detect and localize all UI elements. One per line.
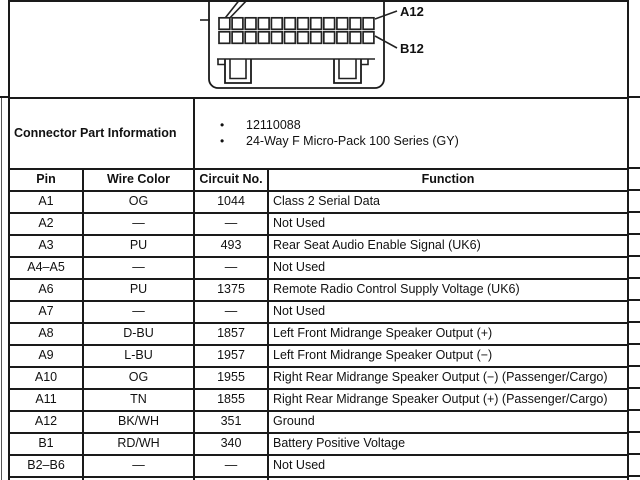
cell-wire-color: D-BU [83,323,194,345]
row-border-bleed [627,409,640,411]
cell-wire-color: OG [83,367,194,389]
table-row [9,279,628,301]
table-row [9,345,628,367]
cell-pin: B2–B6 [9,455,83,477]
cell-circuit-no: 1857 [194,323,268,345]
row-border-bleed [627,233,640,235]
row-border-bleed [627,167,640,169]
connector-figure-row [9,1,628,98]
row-border-bleed [627,475,640,477]
cell-function: Ground [268,411,628,433]
table-row [9,301,628,323]
row-border-bleed [627,343,640,345]
connector-series: 24-Way F Micro-Pack 100 Series (GY) [246,133,459,148]
table-row [9,235,628,257]
part-info-value [194,98,628,169]
cell-pin: A8 [9,323,83,345]
cell-wire-color: RD/WH [83,433,194,455]
latch-left [218,59,251,83]
cell-function: Not Used [268,455,628,477]
cell-wire-color: — [83,301,194,323]
connector-figure-cell [9,1,628,98]
connector-shell [209,2,384,88]
part-number: 12110088 [246,117,301,132]
row-border-bleed [0,96,8,98]
cell-pin: A11 [9,389,83,411]
row-border-bleed [627,431,640,433]
column-header-wire-color: Wire Color [83,169,194,191]
cell-pin: A1 [9,191,83,213]
column-header-circuit-no: Circuit No. [194,169,268,191]
row-border-bleed [627,453,640,455]
cell-function: Class 2 Serial Data [268,191,628,213]
cell-circuit-no: 340 [194,433,268,455]
part-info-label: Connector Part Information [9,98,194,169]
leader-line-b12 [375,36,397,48]
cell-wire-color: BK/WH [83,411,194,433]
row-border-bleed [627,255,640,257]
cell-pin: A3 [9,235,83,257]
outer-cell-border-line [1,97,2,480]
row-border-bleed [627,365,640,367]
list-item [220,119,623,133]
table-row [9,257,628,279]
cell-circuit-no: — [194,301,268,323]
latch-right [334,59,368,83]
cell-wire-color: PU [83,279,194,301]
list-item [220,135,623,149]
row-border-bleed [627,189,640,191]
cell-circuit-no: 1955 [194,367,268,389]
pin-label-b12: B12 [400,41,424,56]
column-header-function: Function [268,169,628,191]
cell-circuit-no: 1375 [194,279,268,301]
cell-wire-color: PU [83,235,194,257]
connector-diagram [14,2,628,97]
bullet-icon: • [220,133,225,148]
bullet-icon: • [220,117,225,132]
leader-line-a12 [375,11,397,19]
cell-function: Right Rear Midrange Speaker Output (+) (Passenger/Cargo) [268,389,628,411]
table-row [9,213,628,235]
row-border-bleed [627,277,640,279]
cell-function: Not Used [268,213,628,235]
cell-pin: A7 [9,301,83,323]
cell-circuit-no: 351 [194,411,268,433]
cell-wire-color: — [83,213,194,235]
cell-pin: A4–A5 [9,257,83,279]
cell-wire-color: — [83,257,194,279]
cell-function: Right Rear Midrange Speaker Output (−) (Passenger/Cargo) [268,367,628,389]
row-border-bleed [627,96,640,98]
pinout-table [8,0,629,480]
table-row [9,323,628,345]
cell-wire-color: L-BU [83,345,194,367]
connector-pins [219,18,374,44]
cell-circuit-no: 1855 [194,389,268,411]
row-border-bleed [627,211,640,213]
cell-wire-color: — [83,455,194,477]
table-row [9,433,628,455]
cell-function: Left Front Midrange Speaker Output (−) [268,345,628,367]
cell-function: Remote Radio Control Supply Voltage (UK6) [268,279,628,301]
part-info-row [9,98,628,169]
header-row [9,169,628,191]
cell-wire-color: OG [83,191,194,213]
cell-pin: A2 [9,213,83,235]
table-row [9,389,628,411]
cell-function: Not Used [268,257,628,279]
cell-function: Not Used [268,301,628,323]
part-info-list [199,119,623,149]
row-border-bleed [627,387,640,389]
cell-pin: A9 [9,345,83,367]
table-row [9,191,628,213]
table-row [9,367,628,389]
pin-label-a12: A12 [400,4,424,19]
cell-function: Rear Seat Audio Enable Signal (UK6) [268,235,628,257]
cell-circuit-no: 493 [194,235,268,257]
cell-circuit-no: — [194,455,268,477]
cell-pin: A10 [9,367,83,389]
column-header-pin: Pin [9,169,83,191]
cell-pin: A6 [9,279,83,301]
cell-circuit-no: 1044 [194,191,268,213]
cell-circuit-no: — [194,257,268,279]
table-row [9,411,628,433]
cell-pin: A12 [9,411,83,433]
cell-wire-color: TN [83,389,194,411]
cell-function: Battery Positive Voltage [268,433,628,455]
cell-pin: B1 [9,433,83,455]
cell-function: Left Front Midrange Speaker Output (+) [268,323,628,345]
cell-circuit-no: 1957 [194,345,268,367]
row-border-bleed [627,321,640,323]
row-border-bleed [627,299,640,301]
table-row [9,455,628,477]
cell-circuit-no: — [194,213,268,235]
